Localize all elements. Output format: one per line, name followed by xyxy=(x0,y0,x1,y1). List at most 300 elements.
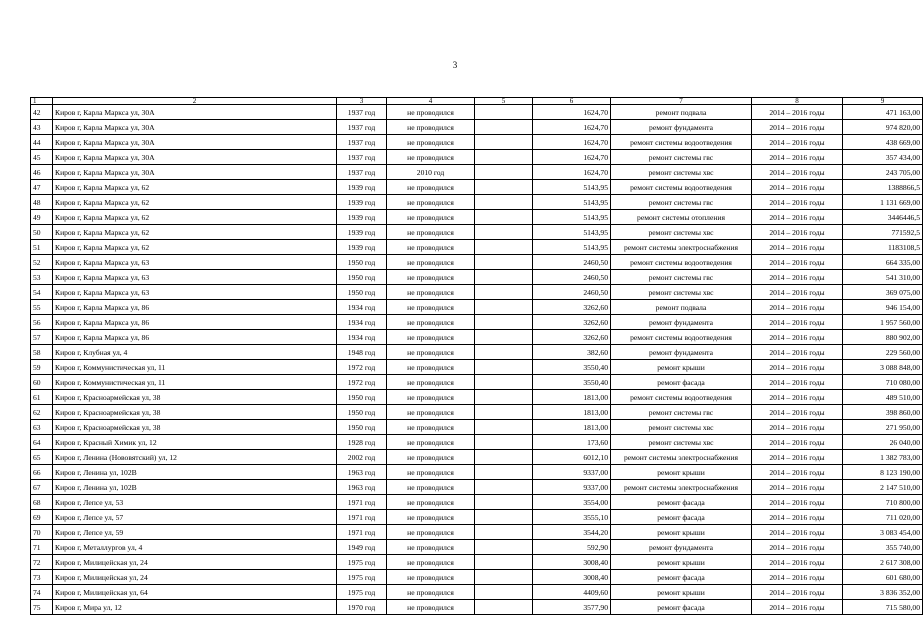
table-row xyxy=(31,210,923,225)
empty-cell xyxy=(475,195,533,210)
address-cell: Киров г, Карла Маркса ул, 30А xyxy=(53,150,337,165)
row-index-cell: 56 xyxy=(31,315,53,330)
area-cell: 1813,00 xyxy=(533,405,611,420)
area-cell: 3554,00 xyxy=(533,495,611,510)
empty-cell xyxy=(475,225,533,240)
work-type-cell: ремонт системы электроснабжения xyxy=(611,450,752,465)
build-year-cell: 1971 год xyxy=(337,510,387,525)
cost-cell: 355 740,00 xyxy=(843,540,923,555)
build-year-cell: 1934 год xyxy=(337,315,387,330)
empty-cell xyxy=(475,405,533,420)
cost-cell: 710 080,00 xyxy=(843,375,923,390)
cost-cell: 438 669,00 xyxy=(843,135,923,150)
area-cell: 5143,95 xyxy=(533,210,611,225)
cost-cell: 229 560,00 xyxy=(843,345,923,360)
build-year-cell: 1970 год xyxy=(337,600,387,615)
table-row xyxy=(31,330,923,345)
work-type-cell: ремонт фасада xyxy=(611,570,752,585)
area-cell: 1624,70 xyxy=(533,105,611,120)
column-number: 4 xyxy=(387,98,475,105)
column-number: 7 xyxy=(611,98,752,105)
empty-cell xyxy=(475,435,533,450)
period-cell: 2014 – 2016 годы xyxy=(752,360,843,375)
build-year-cell: 1963 год xyxy=(337,480,387,495)
address-cell: Киров г, Лепсе ул, 59 xyxy=(53,525,337,540)
area-cell: 4409,60 xyxy=(533,585,611,600)
area-cell: 382,60 xyxy=(533,345,611,360)
area-cell: 3550,40 xyxy=(533,360,611,375)
work-type-cell: ремонт фундамента xyxy=(611,120,752,135)
table-row xyxy=(31,165,923,180)
table-row xyxy=(31,480,923,495)
empty-cell xyxy=(475,315,533,330)
row-index-cell: 69 xyxy=(31,510,53,525)
cost-cell: 398 860,00 xyxy=(843,405,923,420)
column-number: 9 xyxy=(843,98,923,105)
row-index-cell: 57 xyxy=(31,330,53,345)
area-cell: 9337,00 xyxy=(533,480,611,495)
address-cell: Киров г, Карла Маркса ул, 63 xyxy=(53,285,337,300)
column-number: 5 xyxy=(475,98,533,105)
row-index-cell: 65 xyxy=(31,450,53,465)
row-index-cell: 51 xyxy=(31,240,53,255)
address-cell: Киров г, Красноармейская ул, 38 xyxy=(53,390,337,405)
period-cell: 2014 – 2016 годы xyxy=(752,270,843,285)
last-repair-cell: не проводился xyxy=(387,465,475,480)
address-cell: Киров г, Карла Маркса ул, 62 xyxy=(53,240,337,255)
build-year-cell: 1971 год xyxy=(337,525,387,540)
last-repair-cell: не проводился xyxy=(387,315,475,330)
cost-cell: 2 147 510,00 xyxy=(843,480,923,495)
row-index-cell: 60 xyxy=(31,375,53,390)
period-cell: 2014 – 2016 годы xyxy=(752,105,843,120)
empty-cell xyxy=(475,585,533,600)
period-cell: 2014 – 2016 годы xyxy=(752,300,843,315)
last-repair-cell: не проводился xyxy=(387,525,475,540)
row-index-cell: 62 xyxy=(31,405,53,420)
period-cell: 2014 – 2016 годы xyxy=(752,210,843,225)
last-repair-cell: не проводился xyxy=(387,120,475,135)
empty-cell xyxy=(475,420,533,435)
table-row xyxy=(31,465,923,480)
row-index-cell: 73 xyxy=(31,570,53,585)
table-row xyxy=(31,495,923,510)
build-year-cell: 1950 год xyxy=(337,285,387,300)
table-row xyxy=(31,390,923,405)
address-cell: Киров г, Лепсе ул, 57 xyxy=(53,510,337,525)
build-year-cell: 1975 год xyxy=(337,570,387,585)
period-cell: 2014 – 2016 годы xyxy=(752,315,843,330)
table-row xyxy=(31,540,923,555)
table-row xyxy=(31,450,923,465)
area-cell: 9337,00 xyxy=(533,465,611,480)
area-cell: 173,60 xyxy=(533,435,611,450)
table-row xyxy=(31,300,923,315)
address-cell: Киров г, Карла Маркса ул, 62 xyxy=(53,195,337,210)
build-year-cell: 1937 год xyxy=(337,150,387,165)
page-number: 3 xyxy=(452,60,458,70)
cost-cell: 471 163,00 xyxy=(843,105,923,120)
last-repair-cell: не проводился xyxy=(387,240,475,255)
empty-cell xyxy=(475,330,533,345)
period-cell: 2014 – 2016 годы xyxy=(752,420,843,435)
row-index-cell: 59 xyxy=(31,360,53,375)
work-type-cell: ремонт крыши xyxy=(611,360,752,375)
column-number: 3 xyxy=(337,98,387,105)
empty-cell xyxy=(475,300,533,315)
period-cell: 2014 – 2016 годы xyxy=(752,165,843,180)
area-cell: 2460,50 xyxy=(533,270,611,285)
table-body xyxy=(31,98,923,615)
build-year-cell: 1934 год xyxy=(337,300,387,315)
table-row xyxy=(31,180,923,195)
period-cell: 2014 – 2016 годы xyxy=(752,450,843,465)
row-index-cell: 42 xyxy=(31,105,53,120)
table-row xyxy=(31,225,923,240)
table-row xyxy=(31,555,923,570)
period-cell: 2014 – 2016 годы xyxy=(752,585,843,600)
build-year-cell: 1937 год xyxy=(337,120,387,135)
table-row xyxy=(31,525,923,540)
last-repair-cell: не проводился xyxy=(387,585,475,600)
period-cell: 2014 – 2016 годы xyxy=(752,195,843,210)
row-index-cell: 48 xyxy=(31,195,53,210)
cost-cell: 3446446,5 xyxy=(843,210,923,225)
period-cell: 2014 – 2016 годы xyxy=(752,570,843,585)
empty-cell xyxy=(475,600,533,615)
last-repair-cell: не проводился xyxy=(387,360,475,375)
row-index-cell: 46 xyxy=(31,165,53,180)
area-cell: 1624,70 xyxy=(533,135,611,150)
build-year-cell: 1972 год xyxy=(337,360,387,375)
area-cell: 3555,10 xyxy=(533,510,611,525)
period-cell: 2014 – 2016 годы xyxy=(752,480,843,495)
last-repair-cell: не проводился xyxy=(387,285,475,300)
period-cell: 2014 – 2016 годы xyxy=(752,180,843,195)
address-cell: Киров г, Милицейская ул, 64 xyxy=(53,585,337,600)
column-number: 1 xyxy=(31,98,53,105)
cost-cell: 1 382 783,00 xyxy=(843,450,923,465)
build-year-cell: 1939 год xyxy=(337,180,387,195)
address-cell: Киров г, Карла Маркса ул, 62 xyxy=(53,210,337,225)
row-index-cell: 58 xyxy=(31,345,53,360)
address-cell: Киров г, Ленина (Нововятский) ул, 12 xyxy=(53,450,337,465)
empty-cell xyxy=(475,210,533,225)
cost-cell: 1183108,5 xyxy=(843,240,923,255)
last-repair-cell: не проводился xyxy=(387,405,475,420)
period-cell: 2014 – 2016 годы xyxy=(752,495,843,510)
area-cell: 2460,50 xyxy=(533,285,611,300)
work-type-cell: ремонт системы гвс xyxy=(611,270,752,285)
work-type-cell: ремонт подвала xyxy=(611,105,752,120)
column-number-row xyxy=(31,98,923,105)
address-cell: Киров г, Клубная ул, 4 xyxy=(53,345,337,360)
table-row xyxy=(31,405,923,420)
build-year-cell: 1972 год xyxy=(337,375,387,390)
work-type-cell: ремонт системы водоотведения xyxy=(611,330,752,345)
table-row xyxy=(31,435,923,450)
table-row xyxy=(31,420,923,435)
area-cell: 592,90 xyxy=(533,540,611,555)
work-type-cell: ремонт подвала xyxy=(611,300,752,315)
row-index-cell: 64 xyxy=(31,435,53,450)
area-cell: 6012,10 xyxy=(533,450,611,465)
build-year-cell: 1975 год xyxy=(337,555,387,570)
cost-cell: 715 580,00 xyxy=(843,600,923,615)
period-cell: 2014 – 2016 годы xyxy=(752,240,843,255)
address-cell: Киров г, Карла Маркса ул, 86 xyxy=(53,315,337,330)
table-row xyxy=(31,120,923,135)
last-repair-cell: не проводился xyxy=(387,345,475,360)
work-type-cell: ремонт системы электроснабжения xyxy=(611,480,752,495)
table-row xyxy=(31,270,923,285)
build-year-cell: 1963 год xyxy=(337,465,387,480)
last-repair-cell: не проводился xyxy=(387,375,475,390)
table-row xyxy=(31,315,923,330)
empty-cell xyxy=(475,495,533,510)
build-year-cell: 2002 год xyxy=(337,450,387,465)
work-type-cell: ремонт фасада xyxy=(611,495,752,510)
last-repair-cell: не проводился xyxy=(387,420,475,435)
last-repair-cell: не проводился xyxy=(387,300,475,315)
table-row xyxy=(31,600,923,615)
row-index-cell: 49 xyxy=(31,210,53,225)
address-cell: Киров г, Карла Маркса ул, 62 xyxy=(53,225,337,240)
work-type-cell: ремонт крыши xyxy=(611,525,752,540)
cost-cell: 974 820,00 xyxy=(843,120,923,135)
work-type-cell: ремонт фасада xyxy=(611,510,752,525)
address-cell: Киров г, Карла Маркса ул, 62 xyxy=(53,180,337,195)
period-cell: 2014 – 2016 годы xyxy=(752,330,843,345)
work-type-cell: ремонт системы гвс xyxy=(611,150,752,165)
period-cell: 2014 – 2016 годы xyxy=(752,435,843,450)
empty-cell xyxy=(475,255,533,270)
work-type-cell: ремонт системы водоотведения xyxy=(611,255,752,270)
last-repair-cell: не проводился xyxy=(387,210,475,225)
address-cell: Киров г, Красный Химик ул, 12 xyxy=(53,435,337,450)
period-cell: 2014 – 2016 годы xyxy=(752,555,843,570)
address-cell: Киров г, Карла Маркса ул, 30А xyxy=(53,135,337,150)
row-index-cell: 63 xyxy=(31,420,53,435)
address-cell: Киров г, Коммунистическая ул, 11 xyxy=(53,360,337,375)
empty-cell xyxy=(475,240,533,255)
cost-cell: 880 902,00 xyxy=(843,330,923,345)
address-cell: Киров г, Красноармейская ул, 38 xyxy=(53,420,337,435)
work-type-cell: ремонт фасада xyxy=(611,375,752,390)
area-cell: 3262,60 xyxy=(533,300,611,315)
work-type-cell: ремонт системы хвс xyxy=(611,165,752,180)
last-repair-cell: не проводился xyxy=(387,510,475,525)
empty-cell xyxy=(475,270,533,285)
address-cell: Киров г, Милицейская ул, 24 xyxy=(53,555,337,570)
last-repair-cell: не проводился xyxy=(387,180,475,195)
work-type-cell: ремонт системы гвс xyxy=(611,405,752,420)
row-index-cell: 54 xyxy=(31,285,53,300)
period-cell: 2014 – 2016 годы xyxy=(752,390,843,405)
empty-cell xyxy=(475,465,533,480)
empty-cell xyxy=(475,345,533,360)
last-repair-cell: не проводился xyxy=(387,225,475,240)
row-index-cell: 66 xyxy=(31,465,53,480)
period-cell: 2014 – 2016 годы xyxy=(752,405,843,420)
cost-cell: 771592,5 xyxy=(843,225,923,240)
cost-cell: 489 510,00 xyxy=(843,390,923,405)
period-cell: 2014 – 2016 годы xyxy=(752,540,843,555)
area-cell: 3577,90 xyxy=(533,600,611,615)
table-row xyxy=(31,255,923,270)
build-year-cell: 1928 год xyxy=(337,435,387,450)
build-year-cell: 1948 год xyxy=(337,345,387,360)
row-index-cell: 74 xyxy=(31,585,53,600)
work-type-cell: ремонт системы хвс xyxy=(611,285,752,300)
period-cell: 2014 – 2016 годы xyxy=(752,375,843,390)
build-year-cell: 1939 год xyxy=(337,225,387,240)
cost-cell: 710 800,00 xyxy=(843,495,923,510)
cost-cell: 946 154,00 xyxy=(843,300,923,315)
work-type-cell: ремонт системы гвс xyxy=(611,195,752,210)
table-row xyxy=(31,585,923,600)
last-repair-cell: не проводился xyxy=(387,480,475,495)
build-year-cell: 1937 год xyxy=(337,135,387,150)
address-cell: Киров г, Карла Маркса ул, 63 xyxy=(53,255,337,270)
area-cell: 3544,20 xyxy=(533,525,611,540)
table-row xyxy=(31,345,923,360)
empty-cell xyxy=(475,165,533,180)
last-repair-cell: не проводился xyxy=(387,555,475,570)
area-cell: 3262,60 xyxy=(533,330,611,345)
area-cell: 1624,70 xyxy=(533,150,611,165)
last-repair-cell: не проводился xyxy=(387,150,475,165)
cost-cell: 664 335,00 xyxy=(843,255,923,270)
build-year-cell: 1949 год xyxy=(337,540,387,555)
work-type-cell: ремонт системы электроснабжения xyxy=(611,240,752,255)
empty-cell xyxy=(475,360,533,375)
build-year-cell: 1950 год xyxy=(337,270,387,285)
address-cell: Киров г, Ленина ул, 102В xyxy=(53,480,337,495)
work-type-cell: ремонт крыши xyxy=(611,555,752,570)
cost-cell: 271 950,00 xyxy=(843,420,923,435)
empty-cell xyxy=(475,510,533,525)
address-cell: Киров г, Карла Маркса ул, 86 xyxy=(53,330,337,345)
row-index-cell: 68 xyxy=(31,495,53,510)
last-repair-cell: не проводился xyxy=(387,495,475,510)
cost-cell: 1 131 669,00 xyxy=(843,195,923,210)
area-cell: 1813,00 xyxy=(533,420,611,435)
empty-cell xyxy=(475,135,533,150)
address-cell: Киров г, Карла Маркса ул, 63 xyxy=(53,270,337,285)
row-index-cell: 47 xyxy=(31,180,53,195)
repair-program-table xyxy=(30,97,923,615)
last-repair-cell: не проводился xyxy=(387,570,475,585)
cost-cell: 3 088 848,00 xyxy=(843,360,923,375)
cost-cell: 3 083 454,00 xyxy=(843,525,923,540)
work-type-cell: ремонт системы водоотведения xyxy=(611,135,752,150)
build-year-cell: 1950 год xyxy=(337,405,387,420)
area-cell: 5143,95 xyxy=(533,225,611,240)
address-cell: Киров г, Милицейская ул, 24 xyxy=(53,570,337,585)
period-cell: 2014 – 2016 годы xyxy=(752,150,843,165)
work-type-cell: ремонт фасада xyxy=(611,600,752,615)
cost-cell: 3 836 352,00 xyxy=(843,585,923,600)
address-cell: Киров г, Ленина ул, 102В xyxy=(53,465,337,480)
period-cell: 2014 – 2016 годы xyxy=(752,120,843,135)
cost-cell: 541 310,00 xyxy=(843,270,923,285)
cost-cell: 26 040,00 xyxy=(843,435,923,450)
cost-cell: 1 957 560,00 xyxy=(843,315,923,330)
empty-cell xyxy=(475,285,533,300)
area-cell: 2460,50 xyxy=(533,255,611,270)
table-row xyxy=(31,570,923,585)
empty-cell xyxy=(475,480,533,495)
period-cell: 2014 – 2016 годы xyxy=(752,255,843,270)
last-repair-cell: не проводился xyxy=(387,105,475,120)
address-cell: Киров г, Красноармейская ул, 38 xyxy=(53,405,337,420)
empty-cell xyxy=(475,525,533,540)
area-cell: 1624,70 xyxy=(533,165,611,180)
column-number: 6 xyxy=(533,98,611,105)
row-index-cell: 52 xyxy=(31,255,53,270)
work-type-cell: ремонт системы водоотведения xyxy=(611,180,752,195)
last-repair-cell: не проводился xyxy=(387,135,475,150)
last-repair-cell: не проводился xyxy=(387,540,475,555)
row-index-cell: 67 xyxy=(31,480,53,495)
empty-cell xyxy=(475,555,533,570)
work-type-cell: ремонт фундамента xyxy=(611,345,752,360)
work-type-cell: ремонт системы водоотведения xyxy=(611,390,752,405)
area-cell: 5143,95 xyxy=(533,195,611,210)
last-repair-cell: не проводился xyxy=(387,435,475,450)
empty-cell xyxy=(475,150,533,165)
period-cell: 2014 – 2016 годы xyxy=(752,600,843,615)
work-type-cell: ремонт системы хвс xyxy=(611,435,752,450)
last-repair-cell: не проводился xyxy=(387,600,475,615)
last-repair-cell: не проводился xyxy=(387,270,475,285)
last-repair-cell: не проводился xyxy=(387,195,475,210)
table-row xyxy=(31,105,923,120)
column-number: 8 xyxy=(752,98,843,105)
cost-cell: 8 123 190,00 xyxy=(843,465,923,480)
empty-cell xyxy=(475,450,533,465)
empty-cell xyxy=(475,180,533,195)
last-repair-cell: не проводился xyxy=(387,450,475,465)
table-row xyxy=(31,285,923,300)
build-year-cell: 1939 год xyxy=(337,195,387,210)
build-year-cell: 1937 год xyxy=(337,165,387,180)
table-row xyxy=(31,510,923,525)
row-index-cell: 72 xyxy=(31,555,53,570)
table-row xyxy=(31,195,923,210)
area-cell: 3008,40 xyxy=(533,570,611,585)
table-row xyxy=(31,240,923,255)
table-row xyxy=(31,360,923,375)
period-cell: 2014 – 2016 годы xyxy=(752,135,843,150)
row-index-cell: 50 xyxy=(31,225,53,240)
empty-cell xyxy=(475,390,533,405)
cost-cell: 369 075,00 xyxy=(843,285,923,300)
work-type-cell: ремонт фундамента xyxy=(611,540,752,555)
row-index-cell: 53 xyxy=(31,270,53,285)
address-cell: Киров г, Карла Маркса ул, 30А xyxy=(53,105,337,120)
table-row xyxy=(31,135,923,150)
period-cell: 2014 – 2016 годы xyxy=(752,525,843,540)
cost-cell: 2 617 308,00 xyxy=(843,555,923,570)
empty-cell xyxy=(475,105,533,120)
column-number: 2 xyxy=(53,98,337,105)
row-index-cell: 55 xyxy=(31,300,53,315)
cost-cell: 243 705,00 xyxy=(843,165,923,180)
work-type-cell: ремонт крыши xyxy=(611,465,752,480)
build-year-cell: 1975 год xyxy=(337,585,387,600)
